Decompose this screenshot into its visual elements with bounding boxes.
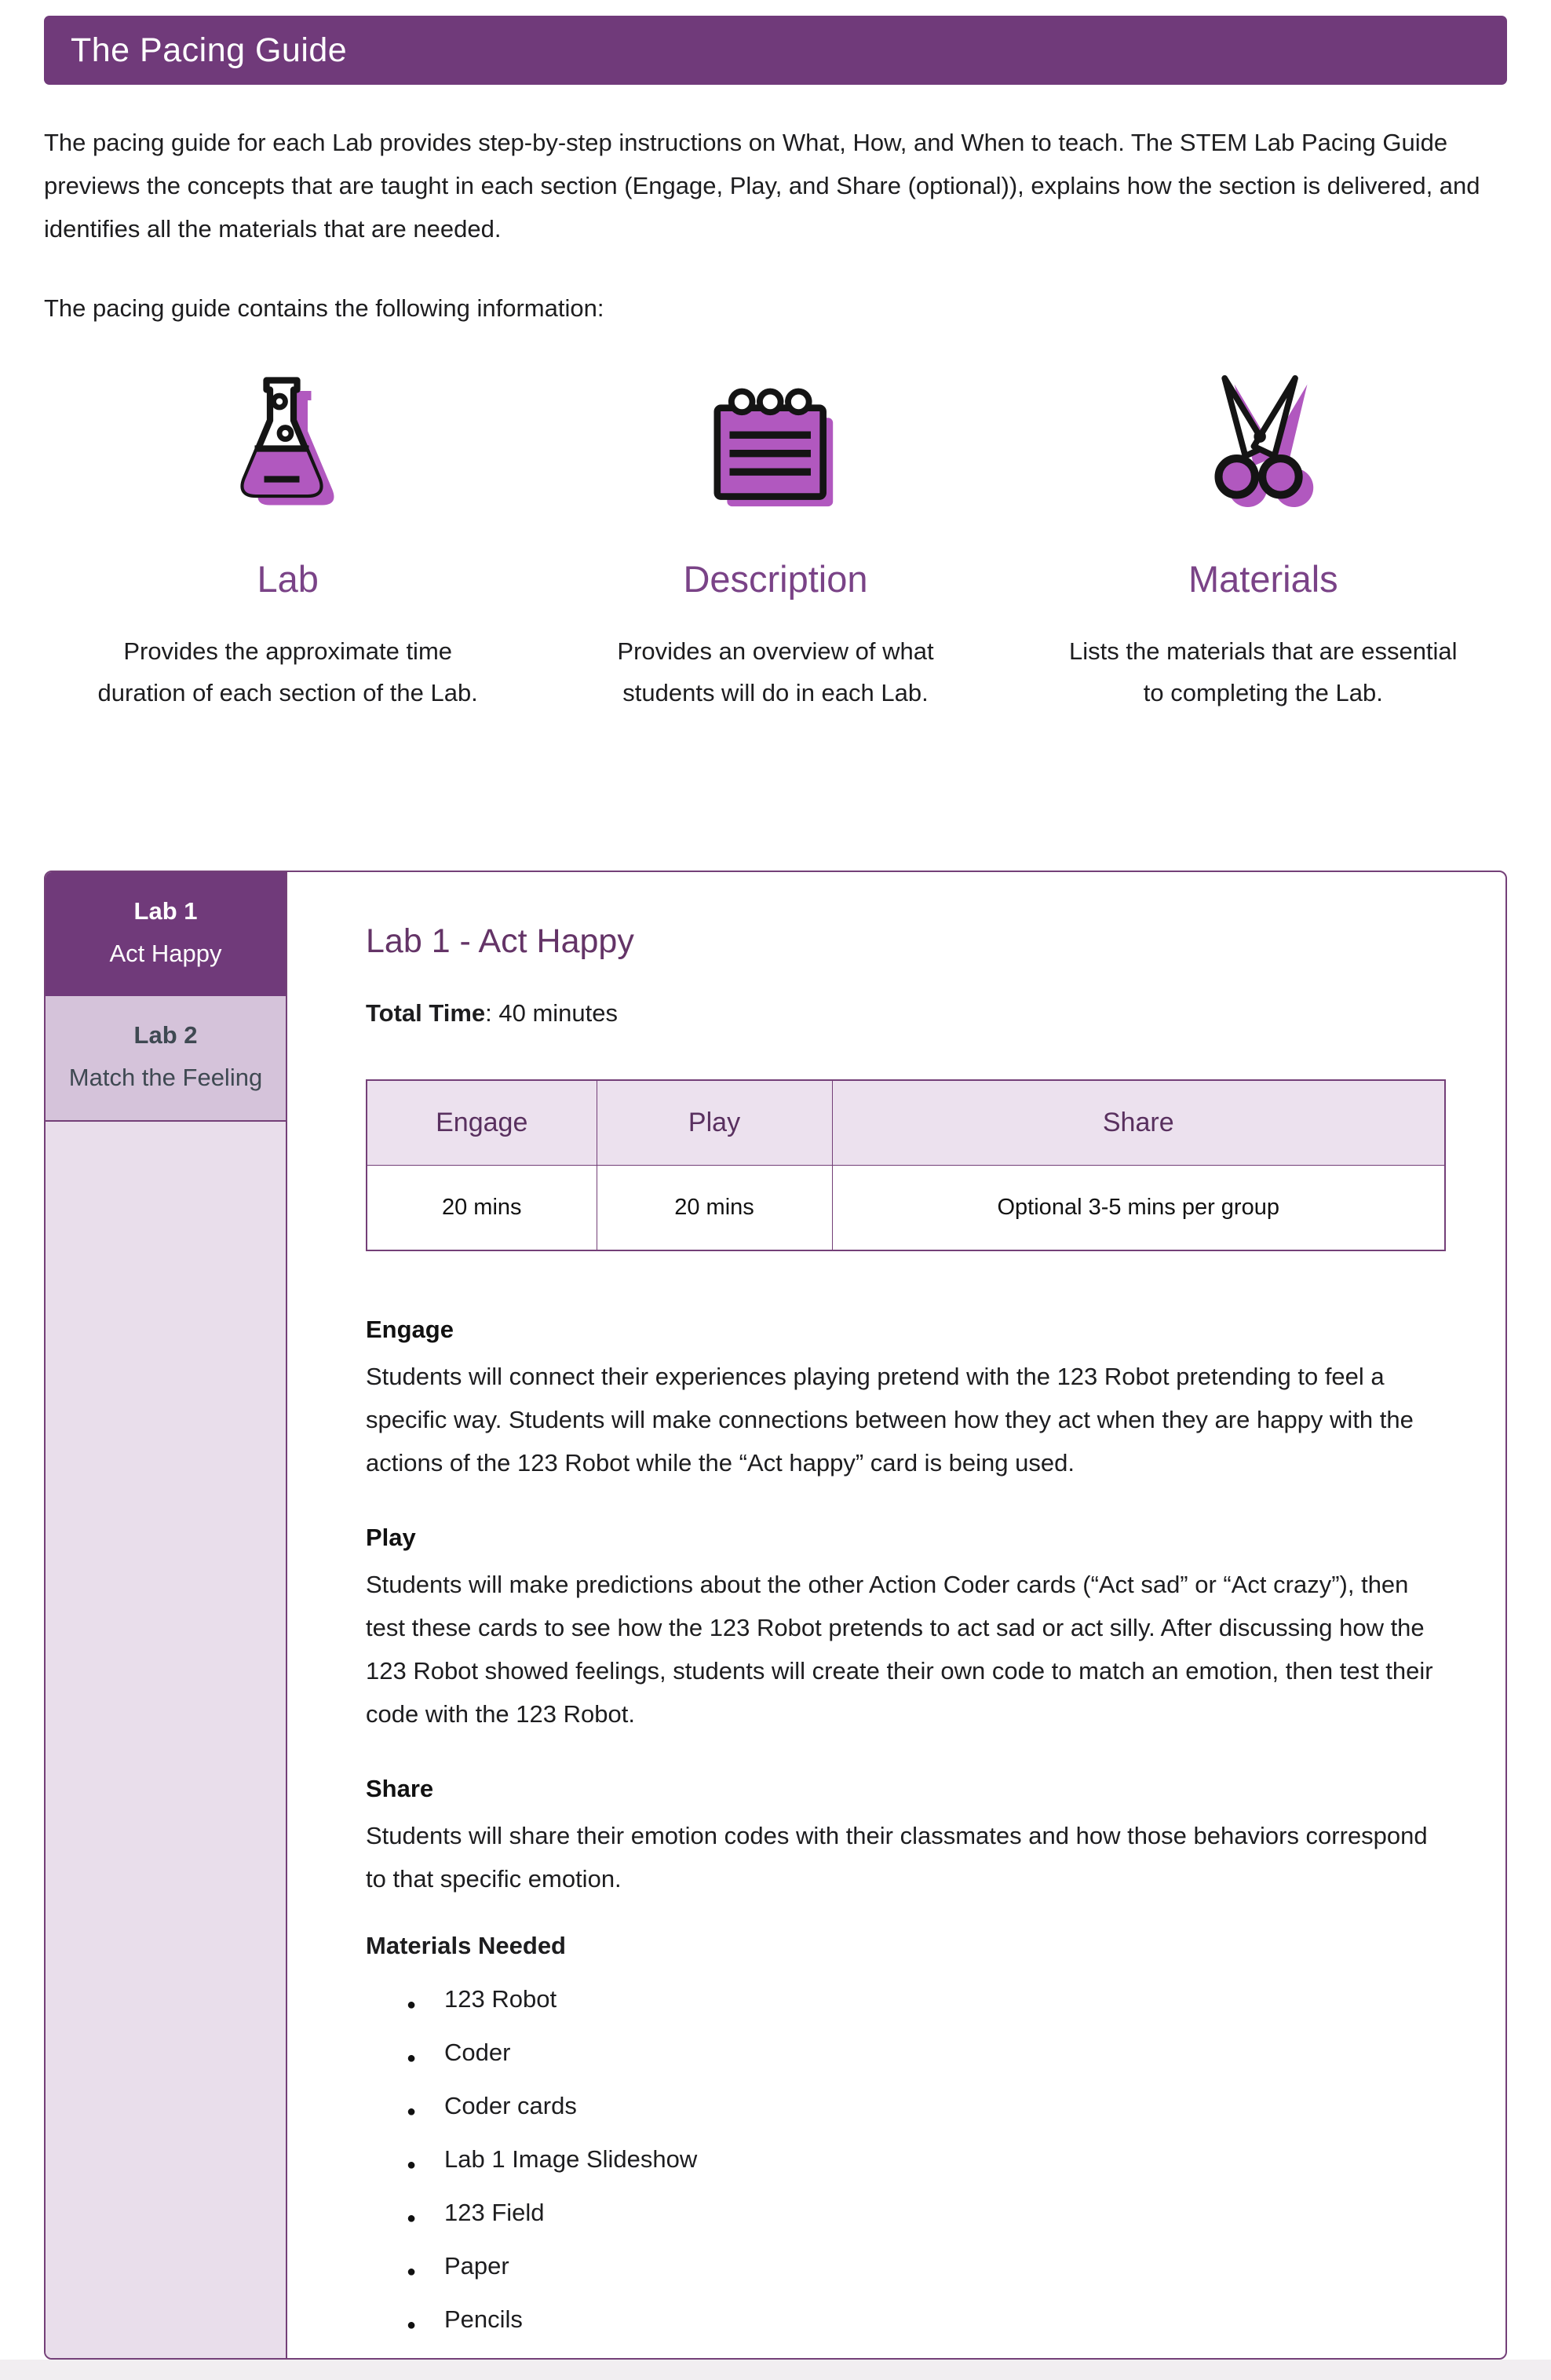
table-header-row [367,1080,1445,1166]
feature-description [531,366,1019,714]
tab-lab-2-label: Lab 2 [133,1021,198,1049]
table-row [367,1166,1445,1251]
feature-lab [44,366,531,714]
list-item: ● Coder [407,2035,1446,2070]
table-cell-engage-time: 20 mins [367,1166,597,1251]
table-cell-play-time: 20 mins [597,1166,832,1251]
section-engage [366,1312,1446,1484]
list-item: ● 123 Field [407,2196,1446,2230]
tab-lab-1-name: Act Happy [109,940,222,967]
materials-heading: Materials Needed [366,1932,566,1959]
total-time-label: Total Time [366,999,486,1027]
list-item: ● 123 Robot [407,1982,1446,2017]
materials-needed [366,1929,1446,2337]
lab-tabs-sidebar [46,872,287,2358]
list-item: ● Coder cards [407,2089,1446,2123]
total-time-value: : 40 minutes [485,999,619,1027]
flask-icon [223,366,352,517]
feature-materials [1020,366,1507,714]
section-share-heading: Share [366,1775,434,1802]
section-engage-body: Students will connect their experiences playing pretend with the 123 Robot pretending to feel a specific way. Students will make connections between how they act when they are happy with the actions of the 123 Robot while the “Act happy” card is being used. [366,1363,1414,1477]
caption-line: Provides an overview of what [617,637,934,665]
page-title: The Pacing Guide [71,31,348,69]
caption-line: to completing the Lab. [1143,679,1383,706]
schedule-table [366,1079,1446,1251]
scissors-icon [1193,366,1333,517]
feature-lab-caption [98,630,478,714]
section-engage-heading: Engage [366,1316,454,1343]
section-share-body: Students will share their emotion codes with their classmates and how those behaviors correspond to that specific emotion. [366,1822,1428,1893]
list-item: ● Pencils [407,2302,1446,2337]
caption-line: Lists the materials that are essential [1069,637,1458,665]
intro-paragraph-1: The pacing guide for each Lab provides step-by-step instructions on What, How, and When to teach. The STEM Lab Pacing Guide previews the concepts that are taught in each section (Engage, Play, and Share (optional)), explains how the section is delivered, and identifies all the materials that are needed. [44,129,1480,243]
feature-lab-title: Lab [257,558,319,600]
sidebar-filler [46,1122,286,2358]
intro-paragraph-2: The pacing guide contains the following information: [44,294,604,322]
notepad-icon [703,366,848,517]
table-header-play: Play [597,1080,832,1166]
tab-lab-1-label: Lab 1 [133,897,198,925]
total-time [366,998,1446,1029]
page-title-bar [44,16,1507,85]
table-cell-share-time: Optional 3-5 mins per group [832,1166,1445,1251]
lab-1-title: Lab 1 - Act Happy [366,922,634,960]
feature-materials-caption [1069,630,1458,714]
lab-tab-panel [44,871,1507,2360]
lab-1-content [287,872,1507,2358]
table-header-engage: Engage [367,1080,597,1166]
features-row [44,366,1507,714]
list-item: ● Paper [407,2249,1446,2283]
tab-lab-2[interactable] [46,996,286,1122]
tab-lab-1[interactable] [46,872,286,996]
caption-line: duration of each section of the Lab. [97,679,478,706]
intro [44,121,1507,330]
table-header-share: Share [832,1080,1445,1166]
section-play-body: Students will make predictions about the other Action Coder cards (“Act sad” or “Act crazy”), then test these cards to see how the 123 Robot pretends to act sad or act silly. After discussing how the 123 Robot showed feelings, students will create their own code to match an emotion, then test their code with the 123 Robot. [366,1571,1433,1728]
caption-line: students will do in each Lab. [622,679,929,706]
feature-materials-title: Materials [1188,558,1338,600]
section-play [366,1520,1446,1736]
caption-line: Provides the approximate time [123,637,453,665]
page-bottom-strip [0,2360,1551,2380]
section-play-heading: Play [366,1524,416,1551]
section-share [366,1772,1446,1900]
materials-list [407,1982,1446,2337]
feature-description-caption [617,630,933,714]
list-item: ● Lab 1 Image Slideshow [407,2142,1446,2177]
tab-lab-2-name: Match the Feeling [68,1064,263,1091]
feature-description-title: Description [683,558,868,600]
